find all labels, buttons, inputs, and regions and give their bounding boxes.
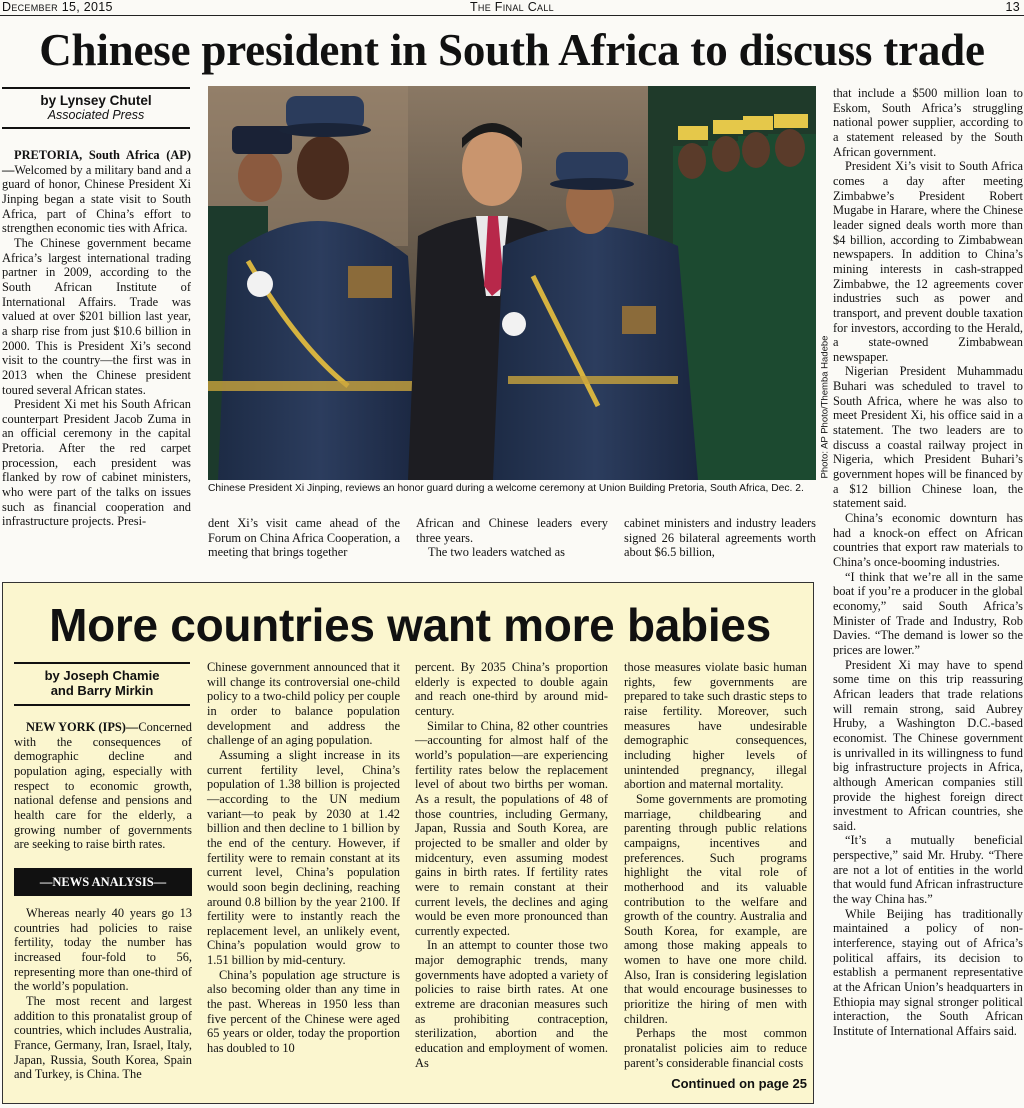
article2-paragraph: percent. By 2035 China’s proportion elderly is expected to double again and reach one-third by around mid-century.	[415, 660, 608, 718]
article1-paragraph: President Xi may have to spend some time on this trip reassuring African leaders that trade relations will remain strong, said Aubrey Hruby, a Washington D.C.-based economist. The Chinese government is unrivalled in its willingness to fund big infrastructure projects in Africa, although American companies still provide the highest foreign direct investment to African countries, she said.	[833, 657, 1023, 833]
issue-date: December 15, 2015	[2, 0, 113, 14]
article2-paragraph: Chinese government announced that it will change its controversial one-child policy to a two-child policy per couple in order to balance population development and address the challenge of an aging population.	[207, 660, 400, 748]
article1-paragraph: While Beijing has traditionally maintained a policy of non-interference, staying out of Africa’s political affairs, its decision to establish a permanent representative at the African Union’s headquarters in Ethiopia may signal stronger political interaction, the South African Institute of International Affairs said.	[833, 906, 1023, 1038]
article1-author: by Lynsey Chutel	[40, 93, 152, 108]
article1-column-4	[624, 516, 816, 560]
article1-paragraph: African and Chinese leaders every three years.	[416, 516, 608, 545]
article2-author-1: by Joseph Chamie	[44, 668, 160, 683]
article2-paragraph: NEW YORK (IPS)—Concerned with the consequences of demographic decline and population aging, especially with respect to economic growth, national defense and pensions and health care for the elderly, a growing number of governments are seeking to raise birth rates.	[14, 720, 192, 852]
article2-column-1-lead	[14, 720, 192, 852]
article1-headline: Chinese president in South Africa to discuss trade	[39, 25, 985, 75]
article2-dateline: NEW YORK (IPS)—	[26, 720, 139, 734]
article2-column-1	[14, 906, 192, 1082]
article2-paragraph: Assuming a slight increase in its current fertility level, China’s population of 1.38 billion is projected—according to the UN medium variant—to peak by 2030 at 1.42 billion and then decline to 1 billion by the end of the century. However, if fertility were to remain constant at its current level, China’s population would soon begin declining, reaching around 0.8 billion by the year 2100. If fertility were to instantly reach the replacement level, an unlikely event, China’s population would grow to 1.51 billion by mid-century.	[207, 747, 400, 968]
article1-paragraph: Nigerian President Muhammadu Buhari was scheduled to travel to South Africa, where he was also to meet President Xi, his office said in a statement. The two leaders are to discuss a coastal railway project in Nigeria, which President Buhari’s government hopes will be financed by a $12 billion Chinese loan, the statement said.	[833, 364, 1023, 511]
article1-paragraph: “I think that we’re all in the same boat if you’re a producer in the global economy,” said South Africa’s Minister of Trade and Industry, Rob Davies. “The demand is lower so the prices are lower.”	[833, 569, 1023, 657]
article2-column-4	[624, 660, 807, 1070]
article1-paragraph: dent Xi’s visit came ahead of the Forum on China Africa Cooperation, a meeting that brings together	[208, 516, 400, 560]
honor-guard-photo	[208, 86, 816, 480]
article1-column-3	[416, 516, 608, 560]
newspaper-name: The Final Call	[470, 0, 554, 14]
article2-paragraph: The most recent and largest addition to this pronatalist group of countries, which includes Australia, France, Germany, Iran, Israel, Italy, Japan, Russia, South Korea, Spain and Turkey, is China. The	[14, 993, 192, 1082]
article1-paragraph: cabinet ministers and industry leaders signed 26 bilateral agreements worth about $6.5 billion,	[624, 516, 816, 560]
byline-rule-bottom	[2, 127, 190, 129]
article2-column-2	[207, 660, 400, 1056]
article1-paragraph: President Xi’s visit to South Africa comes a day after meeting Zimbabwe’s President Robert Mugabe in Harare, where the Chinese leader signed deals worth more than $4 billion, according to Zimbabwean newspapers. In addition to China’s mining interests in cash-strapped Zimbabwe, the 12 agreements cover industries such as power and transport, and prevent double taxation for investors, according to the Herald, a state-owned Zimbabwean newspaper.	[833, 159, 1023, 364]
article2-headline: More countries want more babies	[49, 599, 771, 651]
byline2-rule-top	[14, 662, 190, 664]
article2-paragraph: Perhaps the most common pronatalist policies aim to reduce parent’s considerable financial costs	[624, 1026, 807, 1070]
article1-paragraph: PRETORIA, South Africa (AP)—Welcomed by a military band and a guard of honor, Chinese President Xi Jinping began a state visit to South Africa, part of China’s effort to strengthen economic ties with Africa.	[2, 148, 191, 236]
article1-paragraph: The two leaders watched as	[428, 545, 565, 560]
article2-author-2: and Barry Mirkin	[50, 683, 154, 698]
article1-paragraph: President Xi met his South African counterpart President Jacob Zuma in an official ceremony in the capital Pretoria. After the red carpet procession, each president was flanked by row of cabinet ministers, who were part of the talks on issues such as financial cooperation and infrastructure projects. Presi-	[2, 397, 191, 529]
article1-agency: Associated Press	[47, 108, 145, 122]
photo-credit	[818, 335, 832, 480]
article1-paragraph: China’s economic downturn has had a knock-on effect on African countries that export raw materials to China’s once-booming industries.	[833, 511, 1023, 569]
continued-link[interactable]: Continued on page 25	[671, 1076, 807, 1091]
article1-column-1	[2, 148, 191, 529]
article2-paragraph: Whereas nearly 40 years go 13 countries had policies to raise fertility, today the number has increased four-fold to 56, representing more than one-third of the world’s population.	[14, 906, 192, 994]
article2-column-3	[415, 660, 608, 1070]
article1-column-2	[208, 516, 400, 560]
article2-byline	[14, 668, 190, 698]
byline-rule-top	[2, 87, 190, 89]
article1-paragraph: “It’s a mutually beneficial perspective,” said Mr. Hruby. “There are not a lot of entities in the world that would fund African infrastructure the way China has.”	[833, 833, 1023, 907]
article1-paragraph: that include a $500 million loan to Eskom, South Africa’s struggling national power supplier, according to a statement released by the South African government.	[833, 86, 1023, 159]
article2-paragraph: Similar to China, 82 other countries—accounting for almost half of the world’s population—are experiencing fertility rates below the replacement level of about two births per woman. As a result, the populations of 48 of those countries, including Germany, Japan, Russia and South Korea, are projected to be smaller and older by midcentury, even assuming modest gains in birth rates. If fertility rates were to remain constant at their current levels, the declines and aging would be even more pronounced than currently expected.	[415, 718, 608, 938]
article2-paragraph: In an attempt to counter those two major demographic trends, many governments have adopted a variety of policies to raise birth rates. At one extreme are draconian measures such as prohibiting contraception, sterilization, abortion and the education and employment of women. As	[415, 938, 608, 1070]
article1-byline	[2, 93, 190, 122]
running-header	[0, 0, 1024, 16]
article2-paragraph: China’s population age structure is also becoming older than any time in the past. Whereas in 1950 less than five percent of the Chinese were aged 65 years or older, today the proportion has doubled to 10	[207, 967, 400, 1056]
news-analysis-label: —NEWS ANALYSIS—	[14, 868, 192, 896]
photo-credit-text: Photo: AP Photo/Themba Hadebe	[819, 335, 831, 479]
article2-paragraph: Some governments are promoting marriage, childbearing and parenting through public relations campaigns, incentives and preferences. Such programs highlight the vital role of motherhood and its valuable contribution to the welfare and growth of the country. Australia and South Korea, for example, are among those making appeals to women to have one more child. Also, Iran is considering legislation that would encourage businesses to prioritize the hiring of men with children.	[624, 791, 807, 1026]
article1-paragraph: The Chinese government became Africa’s largest international trading partner in 2009, according to the South African Institute of International Affairs. Trade was valued at over $201 billion last year, a sharp rise from just $10.6 billion in 2000. This is President Xi’s second visit to the country—the first was in 2013 when the Chinese president toured several African states.	[2, 235, 191, 397]
page-number: 13	[1005, 0, 1020, 14]
photo-caption: Chinese President Xi Jinping, reviews an honor guard during a welcome ceremony at Union Building Pretoria, South Africa, Dec. 2.	[208, 483, 804, 494]
byline2-rule-bottom	[14, 704, 190, 706]
article2-paragraph: those measures violate basic human rights, few governments are prepared to take such drastic steps to raise fertility. Moreover, such measures have undesirable demographic consequences, including higher levels of unintended pregnancy, illegal abortion and maternal mortality.	[624, 660, 807, 792]
news-photo	[208, 86, 816, 480]
article1-dateline: PRETORIA, South Africa (AP)—	[2, 148, 191, 177]
article1-column-5	[833, 86, 1023, 1039]
